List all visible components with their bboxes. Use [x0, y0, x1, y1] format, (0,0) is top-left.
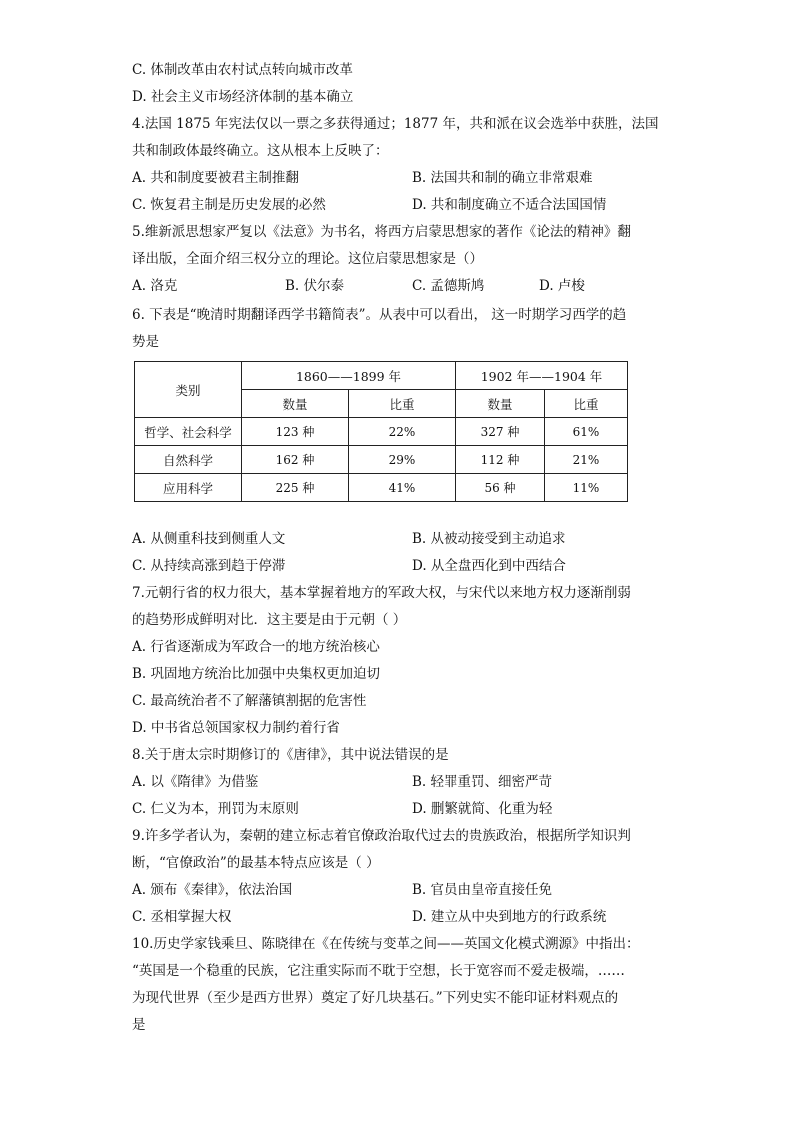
q10-stem-line-1: 10.历史学家钱乘旦、陈晓律在《在传统与变革之间——英国文化模式溯源》中指出：: [132, 936, 640, 952]
q4-stem-line-2: 共和制政体最终确立。这从根本上反映了：: [132, 143, 389, 159]
q9-stem-line-1: 9.许多学者认为，秦朝的建立标志着官僚政治取代过去的贵族政治，根据所学知识判: [132, 828, 631, 844]
q5-option-b: B. 伏尔泰: [285, 278, 345, 294]
q4-option-d: D. 共和制度确立不适合法国国情: [412, 197, 607, 213]
table-subheader-share-1: 比重: [349, 390, 456, 418]
q9-option-b: B. 官员由皇帝直接任免: [412, 882, 553, 898]
q5-option-d: D. 卢梭: [539, 278, 585, 294]
table-cell-share: 11%: [545, 474, 628, 502]
table-cell-count: 56 种: [456, 474, 545, 502]
q6-option-b: B. 从被动接受到主动追求: [412, 531, 566, 547]
q9-option-c: C. 丞相掌握大权: [132, 909, 232, 925]
q7-option-b: B. 巩固地方统治比加强中央集权更加迫切: [132, 666, 381, 682]
q8-stem-line-1: 8.关于唐太宗时期修订的《唐律》，其中说法错误的是: [132, 747, 449, 763]
table-cell-share: 41%: [349, 474, 456, 502]
q3-option-d: D. 社会主义市场经济体制的基本确立: [132, 89, 354, 105]
table-header-period-1: 1860——1899 年: [242, 362, 456, 390]
q6-stem-line-1: 6. 下表是“晚清时期翻译西学书籍简表”。从表中可以看出， 这一时期学习西学的趋: [132, 307, 627, 323]
q9-option-d: D. 建立从中央到地方的行政系统: [412, 909, 607, 925]
table-subheader-count-2: 数量: [456, 390, 545, 418]
q7-stem-line-2: 的趋势形成鲜明对比．这主要是由于元朝（ ）: [132, 612, 407, 628]
table-cell-category: 应用科学: [135, 474, 242, 502]
table-cell-share: 29%: [349, 446, 456, 474]
q6-option-a: A. 从侧重科技到侧重人文: [132, 531, 286, 547]
q8-option-d: D. 删繁就简、化重为轻: [412, 801, 553, 817]
q7-stem-line-1: 7.元朝行省的权力很大，基本掌握着地方的军政大权，与宋代以来地方权力逐渐削弱: [132, 585, 631, 601]
translation-table: [134, 361, 628, 502]
q10-stem-line-2: “英国是一个稳重的民族，它注重实际而不耽于空想，长于宽容而不爱走极端，……: [132, 963, 625, 979]
q5-option-a: A. 洛克: [132, 278, 178, 294]
table-subheader-share-2: 比重: [545, 390, 628, 418]
q6-option-d: D. 从全盘西化到中西结合: [412, 558, 566, 574]
table-cell-share: 22%: [349, 418, 456, 446]
q7-option-d: D. 中书省总领国家权力制约着行省: [132, 720, 340, 736]
table-row: [135, 474, 628, 502]
table-subheader-count-1: 数量: [242, 390, 349, 418]
q6-option-c: C. 从持续高涨到趋于停滞: [132, 558, 286, 574]
q8-option-c: C. 仁义为本，刑罚为末原则: [132, 801, 299, 817]
table-row: [135, 418, 628, 446]
table-cell-share: 21%: [545, 446, 628, 474]
q9-option-a: A. 颁布《秦律》，依法治国: [132, 882, 293, 898]
q3-option-c: C. 体制改革由农村试点转向城市改革: [132, 62, 353, 78]
q4-option-c: C. 恢复君主制是历史发展的必然: [132, 197, 326, 213]
q10-stem-line-3: 为现代世界（至少是西方世界）奠定了好几块基石。”下列史实不能印证材料观点的: [132, 990, 619, 1006]
table-cell-count: 225 种: [242, 474, 349, 502]
q6-stem-line-2: 势是: [132, 334, 159, 350]
q8-option-b: B. 轻罪重罚、细密严苛: [412, 774, 553, 790]
q7-option-a: A. 行省逐渐成为军政合一的地方统治核心: [132, 639, 380, 655]
q4-option-a: A. 共和制度要被君主制推翻: [132, 170, 299, 186]
q5-stem-line-1: 5.维新派思想家严复以《法意》为书名，将西方启蒙思想家的著作《论法的精神》翻: [132, 224, 631, 240]
q9-stem-line-2: 断，“官僚政治”的最基本特点应该是（ ）: [132, 855, 380, 871]
table-header-period-2: 1902 年——1904 年: [456, 362, 628, 390]
q4-option-b: B. 法国共和制的确立非常艰难: [412, 170, 593, 186]
q5-option-c: C. 孟德斯鸠: [412, 278, 485, 294]
table-cell-count: 327 种: [456, 418, 545, 446]
q8-option-a: A. 以《隋律》为借鉴: [132, 774, 259, 790]
table-cell-category: 自然科学: [135, 446, 242, 474]
table-cell-share: 61%: [545, 418, 628, 446]
table-header-category: 类别: [135, 362, 242, 418]
q10-stem-line-4: 是: [132, 1017, 146, 1033]
table-cell-category: 哲学、社会科学: [135, 418, 242, 446]
q4-stem-line-1: 4.法国 1875 年宪法仅以一票之多获得通过；1877 年，共和派在议会选举中获胜，法国: [132, 116, 659, 132]
q5-stem-line-2: 译出版，全面介绍三权分立的理论。这位启蒙思想家是（）: [132, 251, 483, 267]
q7-option-c: C. 最高统治者不了解藩镇割据的危害性: [132, 693, 367, 709]
table-row: [135, 446, 628, 474]
table-cell-count: 112 种: [456, 446, 545, 474]
table-cell-count: 162 种: [242, 446, 349, 474]
table-cell-count: 123 种: [242, 418, 349, 446]
